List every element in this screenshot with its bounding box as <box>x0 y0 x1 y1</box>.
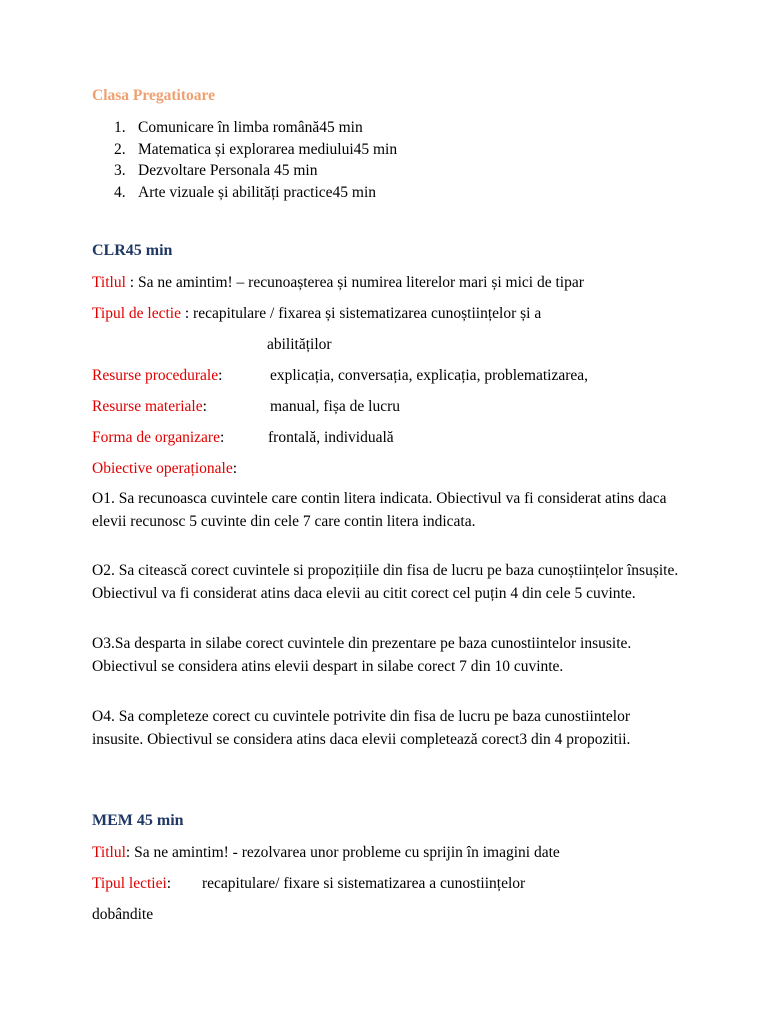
objective-o1: O1. Sa recunoasca cuvintele care contin litera indicata. Obiectivul va fi considerat atins daca elevii recunosc 5 cuvinte din cele 7 care contin litera indicata. <box>92 490 667 530</box>
clr-organization-form: Forma de organizare: <box>92 429 225 446</box>
clr-procedural-resources: Resurse procedurale: <box>92 367 223 384</box>
subject-list <box>114 117 397 203</box>
clr-lesson-type-cont: abilităților <box>267 336 332 353</box>
clr-objectives-label: Obiective operaționale: <box>92 460 238 477</box>
clr-title-line: Titlul : Sa ne amintim! – recunoașterea și numirea literelor mari și mici de tipar <box>92 274 584 291</box>
clr-procedural-value: explicația, conversația, explicația, problematizarea, <box>270 367 589 384</box>
clr-organization-value: frontală, individuală <box>268 429 394 446</box>
clr-heading: CLR45 min <box>92 242 173 259</box>
list-item: 2. Matematica și explorarea mediului45 min <box>114 140 398 158</box>
mem-lesson-type-value: recapitulare/ fixare si sistematizarea a cunostiințelor <box>202 875 526 892</box>
mem-heading: MEM 45 min <box>92 812 184 829</box>
clr-material-value: manual, fișa de lucru <box>270 398 400 415</box>
clr-lesson-type-line: Tipul de lectie : recapitulare / fixarea și sistematizarea cunoștiințelor și a <box>92 305 542 322</box>
objective-o3: O3.Sa desparta in silabe corect cuvintele din prezentare pe baza cunostiintelor insusite. Obiectivul se considera atins elevii despart in silabe corect 7 din 10 cuvinte. <box>92 635 632 675</box>
list-item: 3. Dezvoltare Personala 45 min <box>114 162 318 179</box>
list-item: 1. Comunicare în limba română45 min <box>114 119 363 136</box>
objective-o2: O2. Sa citească corect cuvintele si propozițiile din fisa de lucru pe baza cunoștiințelor însușite. Obiectivul va fi considerat atins daca elevii au citit corect cel puțin 4 din cele 5 cuvinte. <box>92 562 679 602</box>
mem-lesson-type-cont: dobândite <box>92 906 154 923</box>
list-item: 4. Arte vizuale și abilități practice45 min <box>114 183 377 201</box>
objective-o4: O4. Sa completeze corect cu cuvintele potrivite din fisa de lucru pe baza cunostiintelor insusite. Obiectivul se considera atins daca elevii completează corect3 din 4 propozitii. <box>92 708 631 748</box>
mem-title-line: Titlul: Sa ne amintim! - rezolvarea unor probleme cu sprijin în imagini date <box>92 844 560 861</box>
mem-lesson-type-line: Tipul lectiei: <box>92 875 172 892</box>
clr-material-resources: Resurse materiale: <box>92 398 207 415</box>
class-title: Clasa Pregatitoare <box>92 87 215 104</box>
